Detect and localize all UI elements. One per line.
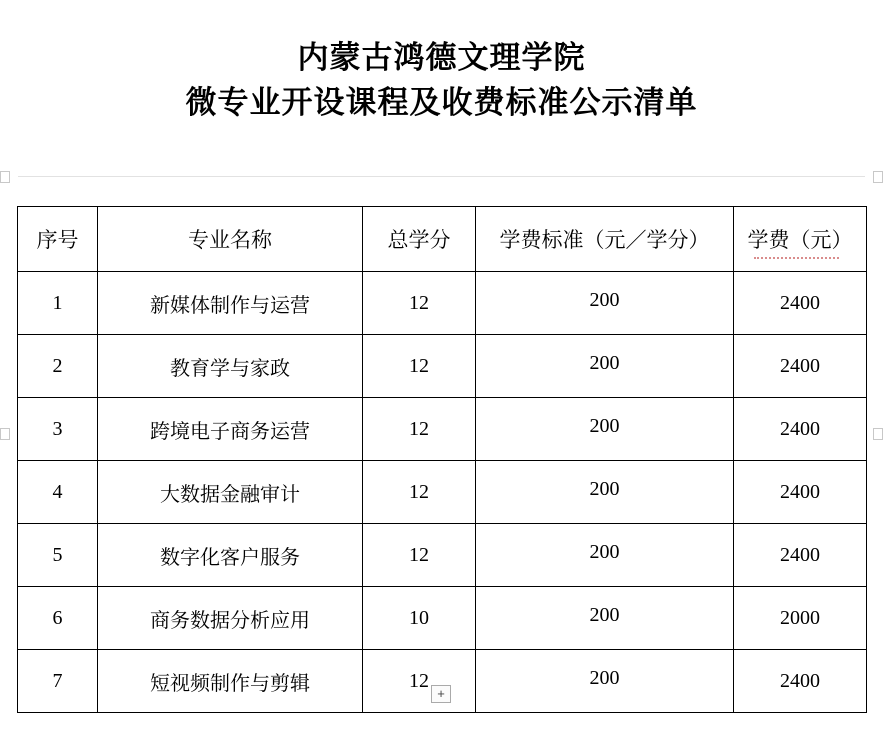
cell-standard-value: 200 [589,351,620,374]
cell-credits: 12 [363,335,476,398]
cell-fee: 2400 [734,398,867,461]
cell-fee: 2400 [734,461,867,524]
cell-fee: 2400 [734,524,867,587]
cell-no: 1 [18,272,98,335]
table-row [18,461,867,524]
pricing-table [17,206,867,713]
table-header-row [18,207,867,272]
cell-fee: 2400 [734,335,867,398]
header-cell-credits: 总学分 [363,207,476,272]
pricing-table-wrapper [17,206,866,713]
cell-fee: 2400 [734,650,867,713]
cell-no: 4 [18,461,98,524]
page-title-line-1: 内蒙古鸿德文理学院 [297,40,586,76]
header-cell-fee [734,207,867,272]
cell-no: 5 [18,524,98,587]
cell-credits: 12 [363,650,476,713]
cell-standard [476,272,734,335]
cell-credits: 12 [363,524,476,587]
add-row-button[interactable]: + [431,685,451,703]
table-row [18,272,867,335]
cell-credits: 10 [363,587,476,650]
cell-no: 3 [18,398,98,461]
cell-no: 6 [18,587,98,650]
header-cell-name: 专业名称 [98,207,363,272]
table-row [18,524,867,587]
cell-credits: 12 [363,461,476,524]
cell-credits: 12 [363,398,476,461]
cell-standard-value: 200 [589,666,620,689]
cell-name: 新媒体制作与运营 [98,272,363,335]
cell-no: 2 [18,335,98,398]
cell-standard [476,650,734,713]
cell-standard [476,335,734,398]
rule-line [18,176,865,177]
cell-standard [476,587,734,650]
cell-standard-value: 200 [589,603,620,626]
cell-standard-value: 200 [589,477,620,500]
page-handle-left[interactable] [0,171,10,183]
page-break-rule [0,176,883,178]
header-cell-standard: 学费标准（元／学分） [476,207,734,272]
cell-standard [476,398,734,461]
header-cell-fee-text: 学费（元） [747,228,853,252]
cell-fee: 2000 [734,587,867,650]
header-cell-no: 序号 [18,207,98,272]
cell-fee: 2400 [734,272,867,335]
cell-name: 大数据金融审计 [98,461,363,524]
spellcheck-underline-icon [754,255,839,259]
cell-standard-value: 200 [589,288,620,311]
page-title-line-2: 微专业开设课程及收费标准公示清单 [185,84,698,121]
cell-name: 跨境电子商务运营 [98,398,363,461]
table-body [18,272,867,713]
cell-name: 数字化客户服务 [98,524,363,587]
table-row [18,650,867,713]
cell-name: 短视频制作与剪辑 [98,650,363,713]
cell-name: 教育学与家政 [98,335,363,398]
document-title-block [0,0,883,126]
cell-standard-value: 200 [589,540,620,563]
page-handle-left-lower[interactable] [0,428,10,440]
cell-standard [476,524,734,587]
cell-credits: 12 [363,272,476,335]
page-handle-right-lower[interactable] [873,428,883,440]
page-handle-right[interactable] [873,171,883,183]
cell-name: 商务数据分析应用 [98,587,363,650]
table-row [18,587,867,650]
table-row [18,398,867,461]
cell-standard-value: 200 [589,414,620,437]
cell-no: 7 [18,650,98,713]
table-header [18,207,867,272]
table-row [18,335,867,398]
cell-standard [476,461,734,524]
